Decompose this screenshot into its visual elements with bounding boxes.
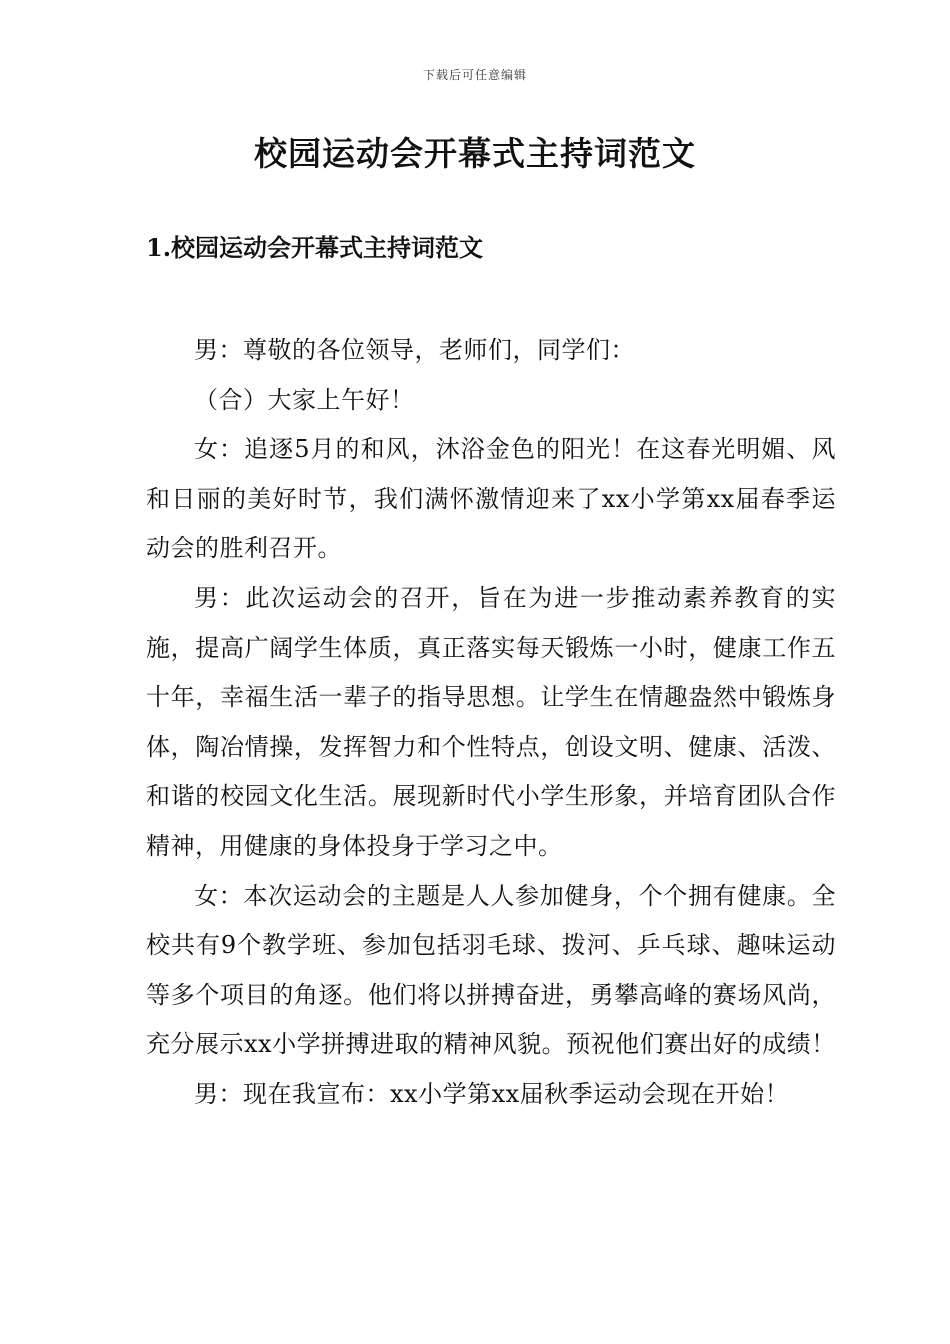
body-text bbox=[146, 326, 836, 1120]
paragraph-male-purpose: 男：此次运动会的召开，旨在为进一步推动素养教育的实施，提高广阔学生体质，真正落实每天锻炼一小时，健康工作五十年，幸福生活一辈子的指导思想。让学生在情趣盎然中锻炼身体，陶冶情操，发挥智力和个性特点，创设文明、健康、活泼、和谐的校园文化生活。展现新时代小学生形象，并培育团队合作精神，用健康的身体投身于学习之中。 bbox=[146, 583, 836, 860]
paragraph-female-opening: 女：追逐5月的和风，沐浴金色的阳光！在这春光明媚、风和日丽的美好时节，我们满怀激情迎来了xx小学第xx届春季运动会的胜利召开。 bbox=[146, 435, 836, 563]
paragraph-female-theme: 女：本次运动会的主题是人人参加健身，个个拥有健康。全校共有9个教学班、参加包括羽毛球、拨河、乒乓球、趣味运动等多个项目的角逐。他们将以拼搏奋进，勇攀高峰的赛场风尚，充分展示xx小学拼搏进取的精神风貌。预祝他们赛出好的成绩！ bbox=[146, 881, 836, 1059]
section-heading: 1.校园运动会开幕式主持词范文 bbox=[146, 233, 484, 262]
header-note: 下载后可任意编辑 bbox=[422, 68, 527, 82]
paragraph-male-announcement: 男：现在我宣布：xx小学第xx届秋季运动会现在开始！ bbox=[194, 1079, 790, 1108]
paragraph-greeting: 男：尊敬的各位领导，老师们，同学们： bbox=[194, 336, 635, 364]
document-title: 校园运动会开幕式主持词范文 bbox=[254, 134, 696, 173]
paragraph-together: （合）大家上午好！ bbox=[194, 385, 415, 414]
